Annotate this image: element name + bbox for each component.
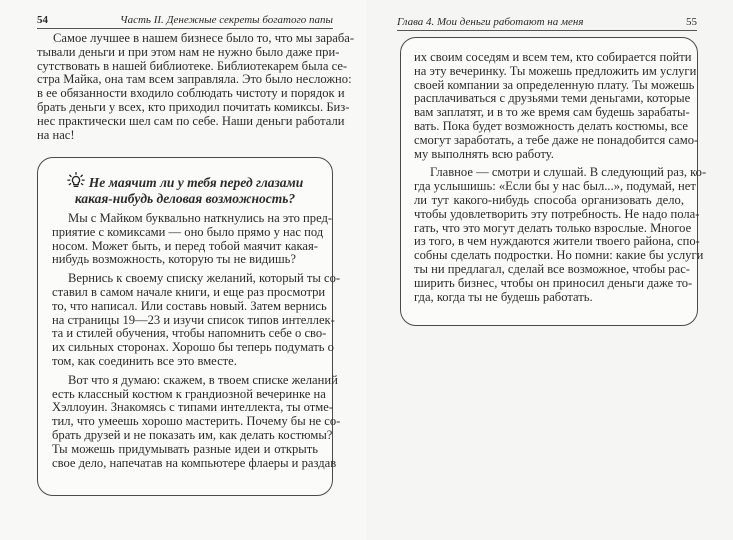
left-running-header	[37, 14, 333, 29]
sidebar-box	[37, 157, 341, 496]
text-line: нибудь возможность, которую ты не видишь?	[52, 252, 296, 267]
left-page	[0, 0, 366, 540]
paragraph	[414, 165, 707, 304]
text-line: на страницы 19—23 и изучи список типов интеллек-	[52, 312, 335, 327]
text-line: своей компании за определенную плату. Ты можешь	[414, 77, 695, 92]
box-title-line: какая-нибудь деловая возможность?	[74, 191, 296, 206]
text-line: нес практически шел сам по себе. Наши деньги работали	[37, 113, 345, 128]
text-line: тывали деньги и при этом нам не нужно было даже при-	[37, 44, 340, 59]
box-title	[38, 172, 332, 207]
paragraph	[414, 50, 699, 161]
text-line: расплачиваться с друзьями теми деньгами, которые	[414, 91, 691, 106]
paragraph	[52, 372, 341, 471]
text-line: их своим соседям и всем тем, кто собирается пойти	[414, 50, 692, 64]
sidebar-box	[400, 37, 707, 326]
text-line: ширить бизнес, чтобы он приносил деньги даже то-	[414, 275, 693, 290]
text-line: то, что написал. Или составь новый. Затем вернись	[52, 298, 327, 313]
text-line: ли тут какого-нибудь способа организовать дело,	[414, 192, 684, 207]
text-line: му выполнять всю работу.	[414, 146, 554, 161]
text-line: тил, что умеешь хорошо мастерить. Почему бы не со-	[52, 414, 341, 429]
text-line: стра Майка, она там всем заправляла. Это было несложно:	[37, 72, 352, 87]
text-line: есть классный костюм к грандиозной вечеринке на	[52, 386, 326, 401]
lightbulb-icon	[67, 172, 85, 190]
text-line: чтобы удовлетворить эту потребность. Не надо пола-	[414, 206, 700, 221]
right-running-header	[397, 16, 697, 31]
text-line: на эту вечеринку. Ты можешь предложить им услуги	[414, 63, 697, 78]
paragraph	[52, 211, 333, 267]
text-line: собны сделать подростки. Но помни: какие бы услуги	[414, 248, 704, 263]
text-line: вам заплатят, и в то же время сам будешь зарабаты-	[414, 105, 690, 120]
text-line: вать. Пока будет возможность делать костюмы, все	[414, 118, 688, 133]
page-number: 55	[686, 16, 697, 28]
text-line: гать, что это могут делать только взрослые. Многое	[414, 220, 692, 235]
text-line: Вот что я думаю: скажем, в твоем списке желаний	[68, 372, 338, 387]
text-line: брать друзей и не показать им, как делать костюмы?	[52, 427, 333, 442]
box-body	[414, 50, 707, 309]
text-line: Самое лучшее в нашем бизнесе было то, что мы зараба-	[53, 31, 355, 45]
text-line: их сильных сторонах. Хорошо бы теперь подумать о	[52, 340, 334, 355]
box-body	[52, 211, 341, 475]
text-line: ставил в самом начале книги, и еще раз просмотри	[52, 284, 326, 299]
text-line: Вернись к своему списку желаний, который ты со-	[68, 271, 341, 286]
paragraph	[52, 271, 341, 369]
text-line: гда, когда ты не будешь работать.	[414, 289, 593, 304]
paragraph	[37, 31, 355, 142]
text-line: ты ни предлагал, сделай все возможное, чтобы рас-	[414, 261, 690, 276]
text-line: свое дело, напечатав на компьютере флаеры и раздав	[52, 455, 337, 470]
text-line: Мы с Майком буквально наткнулись на это пред-	[68, 211, 333, 225]
text-line: носом. Может быть, и перед тобой маячит какая-	[52, 238, 318, 253]
header-title: Часть II. Денежные секреты богатого папы	[120, 14, 333, 26]
text-line: из того, в чем нуждаются жители твоего района, спо-	[414, 234, 700, 249]
text-line: приятие с комиксами — оно было прямо у нас под	[52, 224, 324, 239]
text-line: Ты можешь придумывать разные идеи и открыть	[52, 441, 318, 456]
text-line: Главное — смотри и слушай. В следующий раз, ко-	[430, 165, 707, 180]
page-number: 54	[37, 14, 48, 26]
body-paragraph	[37, 31, 355, 147]
text-line: та и стилей обучения, чтобы напомнить себе о сво-	[52, 326, 327, 341]
text-line: в ее обязанности входило соблюдать чистоту и порядок и	[37, 86, 345, 101]
text-line: сутствовать в нашей библиотеке. Библиотекарем была се-	[37, 58, 348, 73]
text-line: Хэллоуин. Знакомясь с типами интеллекта, ты отме-	[52, 400, 334, 415]
text-line: смогут заработать, а тебе даже не понадобится само-	[414, 132, 699, 147]
text-line: том, как соединить все это вместе.	[52, 353, 237, 368]
header-title: Глава 4. Мои деньги работают на меня	[397, 16, 584, 28]
box-title-line: Не маячит ли у тебя перед глазами	[88, 175, 304, 190]
text-line: гда услышишь: «Если бы у нас был...», подумай, нет	[414, 179, 696, 194]
text-line: на нас!	[37, 127, 75, 142]
text-line: брать деньги у всех, кто приходил почитать комиксы. Биз-	[37, 99, 350, 114]
right-page	[366, 0, 733, 540]
